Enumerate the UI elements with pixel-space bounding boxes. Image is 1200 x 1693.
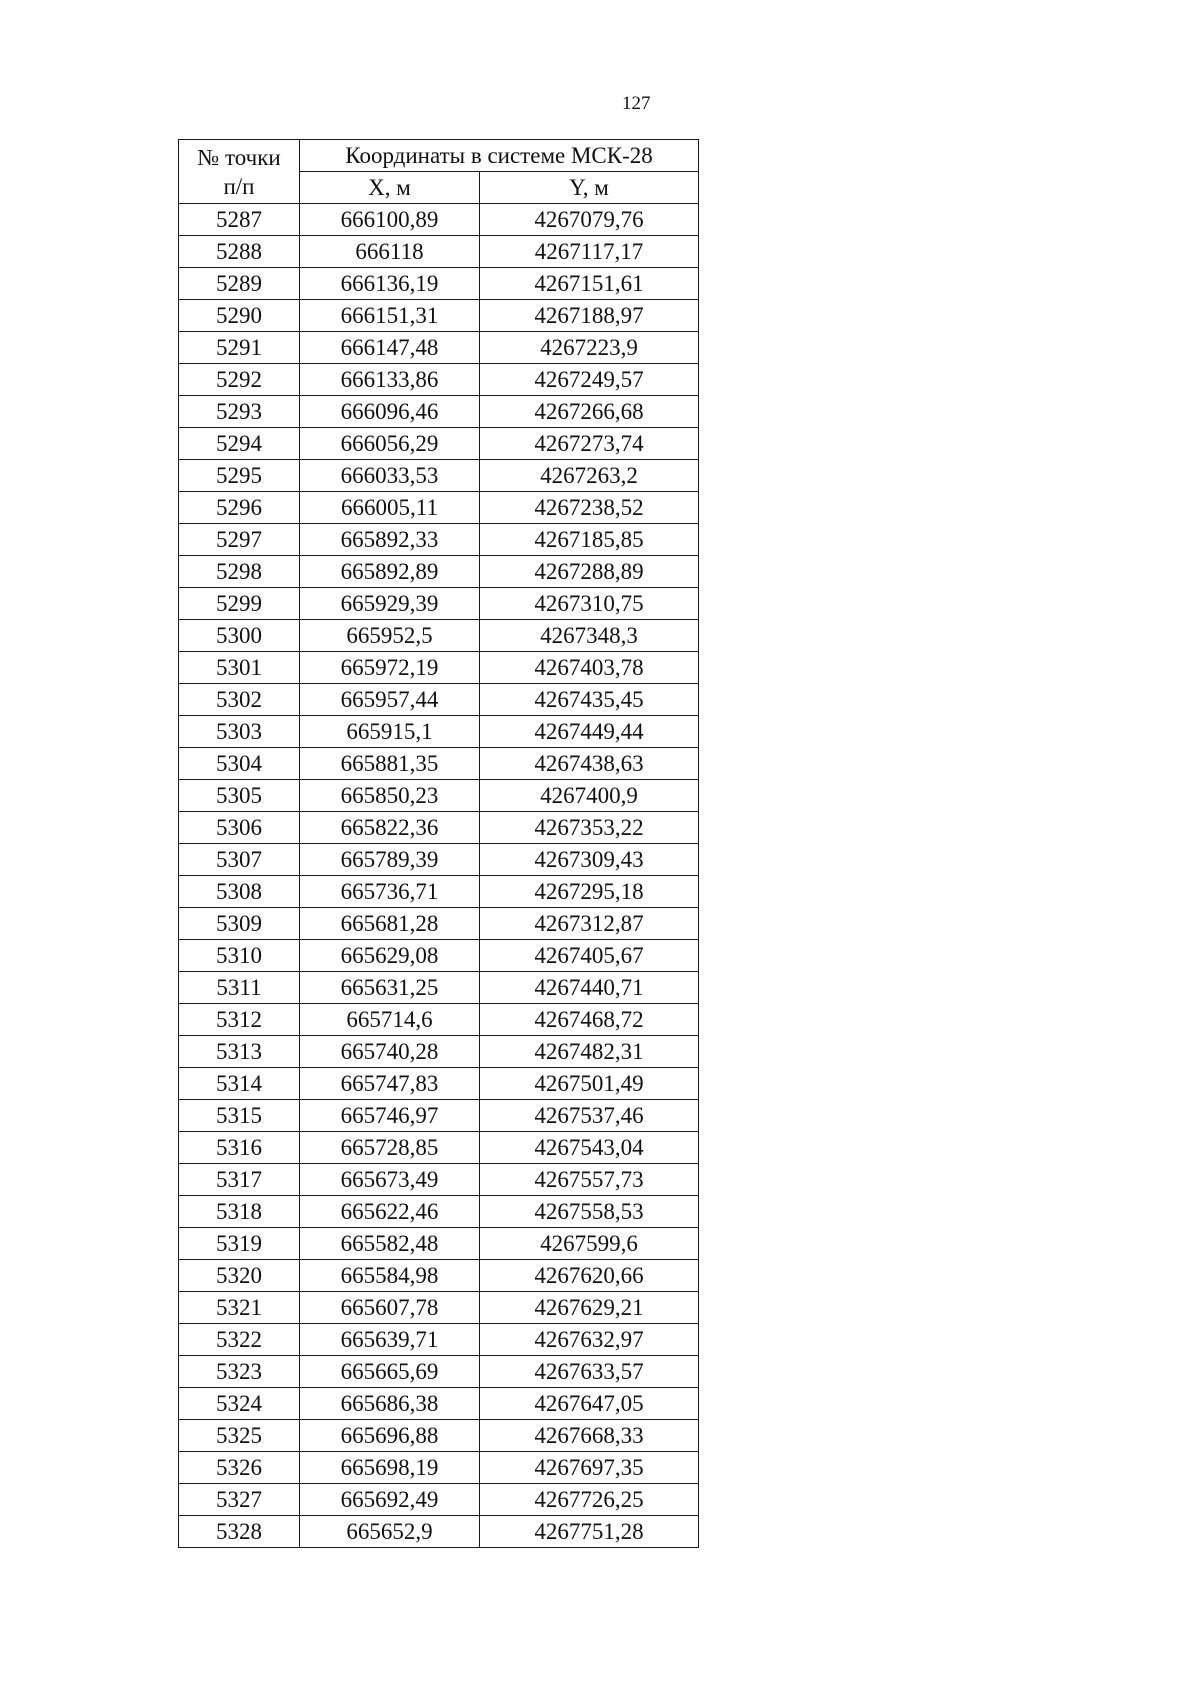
x-coordinate-cell: 665747,83 xyxy=(300,1068,480,1100)
point-number-cell: 5291 xyxy=(179,332,300,364)
table-row xyxy=(179,492,699,524)
point-number-cell: 5316 xyxy=(179,1132,300,1164)
x-coordinate-cell: 665957,44 xyxy=(300,684,480,716)
y-coordinate-cell: 4267482,31 xyxy=(480,1036,699,1068)
x-coordinate-cell: 665698,19 xyxy=(300,1452,480,1484)
y-coordinate-cell: 4267668,33 xyxy=(480,1420,699,1452)
y-coordinate-cell: 4267726,25 xyxy=(480,1484,699,1516)
x-coordinate-cell: 665952,5 xyxy=(300,620,480,652)
y-coordinate-cell: 4267295,18 xyxy=(480,876,699,908)
y-coordinate-cell: 4267223,9 xyxy=(480,332,699,364)
table-row xyxy=(179,876,699,908)
point-number-cell: 5305 xyxy=(179,780,300,812)
table-row xyxy=(179,748,699,780)
y-coordinate-cell: 4267405,67 xyxy=(480,940,699,972)
table-row xyxy=(179,332,699,364)
table-row xyxy=(179,844,699,876)
point-number-cell: 5323 xyxy=(179,1356,300,1388)
point-number-cell: 5325 xyxy=(179,1420,300,1452)
y-coordinate-cell: 4267629,21 xyxy=(480,1292,699,1324)
y-coordinate-cell: 4267647,05 xyxy=(480,1388,699,1420)
point-number-cell: 5288 xyxy=(179,236,300,268)
coordinates-table xyxy=(178,139,699,1548)
x-coordinate-cell: 665696,88 xyxy=(300,1420,480,1452)
point-number-cell: 5297 xyxy=(179,524,300,556)
x-coordinate-cell: 665692,49 xyxy=(300,1484,480,1516)
point-number-cell: 5313 xyxy=(179,1036,300,1068)
y-coordinate-cell: 4267501,49 xyxy=(480,1068,699,1100)
x-coordinate-cell: 666151,31 xyxy=(300,300,480,332)
x-coordinate-cell: 665584,98 xyxy=(300,1260,480,1292)
y-coordinate-cell: 4267310,75 xyxy=(480,588,699,620)
table-row xyxy=(179,364,699,396)
y-coordinate-cell: 4267288,89 xyxy=(480,556,699,588)
point-number-cell: 5295 xyxy=(179,460,300,492)
point-number-cell: 5319 xyxy=(179,1228,300,1260)
y-coordinate-cell: 4267438,63 xyxy=(480,748,699,780)
point-number-cell: 5293 xyxy=(179,396,300,428)
coord-system-header: Координаты в системе МСК-28 xyxy=(300,140,699,172)
point-number-cell: 5324 xyxy=(179,1388,300,1420)
x-coordinate-cell: 665881,35 xyxy=(300,748,480,780)
y-coordinate-cell: 4267188,97 xyxy=(480,300,699,332)
table-row xyxy=(179,1196,699,1228)
point-number-cell: 5289 xyxy=(179,268,300,300)
x-coordinate-cell: 666056,29 xyxy=(300,428,480,460)
x-coordinate-cell: 666147,48 xyxy=(300,332,480,364)
table-row xyxy=(179,1484,699,1516)
point-number-cell: 5322 xyxy=(179,1324,300,1356)
x-coordinate-cell: 665673,49 xyxy=(300,1164,480,1196)
x-coordinate-cell: 665789,39 xyxy=(300,844,480,876)
y-coordinate-cell: 4267751,28 xyxy=(480,1516,699,1548)
x-coordinate-cell: 665746,97 xyxy=(300,1100,480,1132)
point-number-header-line2: п/п xyxy=(223,173,255,199)
point-number-header xyxy=(179,140,300,204)
table-row xyxy=(179,1388,699,1420)
x-coordinate-cell: 665686,38 xyxy=(300,1388,480,1420)
point-number-cell: 5287 xyxy=(179,204,300,236)
point-number-cell: 5317 xyxy=(179,1164,300,1196)
point-number-cell: 5314 xyxy=(179,1068,300,1100)
point-number-cell: 5302 xyxy=(179,684,300,716)
x-coordinate-cell: 665607,78 xyxy=(300,1292,480,1324)
x-coordinate-cell: 666118 xyxy=(300,236,480,268)
x-coordinate-cell: 665681,28 xyxy=(300,908,480,940)
table-row xyxy=(179,460,699,492)
y-coordinate-cell: 4267312,87 xyxy=(480,908,699,940)
table-row xyxy=(179,236,699,268)
x-coordinate-cell: 665915,1 xyxy=(300,716,480,748)
table-row xyxy=(179,812,699,844)
y-coordinate-cell: 4267468,72 xyxy=(480,1004,699,1036)
x-coordinate-cell: 665929,39 xyxy=(300,588,480,620)
x-coordinate-cell: 666005,11 xyxy=(300,492,480,524)
table-row xyxy=(179,620,699,652)
x-coordinate-cell: 665665,69 xyxy=(300,1356,480,1388)
table-row xyxy=(179,780,699,812)
y-coordinate-cell: 4267185,85 xyxy=(480,524,699,556)
point-number-cell: 5320 xyxy=(179,1260,300,1292)
point-number-cell: 5311 xyxy=(179,972,300,1004)
x-coordinate-cell: 665728,85 xyxy=(300,1132,480,1164)
table-row xyxy=(179,940,699,972)
y-coordinate-cell: 4267263,2 xyxy=(480,460,699,492)
y-coordinate-cell: 4267599,6 xyxy=(480,1228,699,1260)
y-coordinate-cell: 4267117,17 xyxy=(480,236,699,268)
x-coordinate-cell: 665629,08 xyxy=(300,940,480,972)
x-coordinate-cell: 665631,25 xyxy=(300,972,480,1004)
point-number-cell: 5315 xyxy=(179,1100,300,1132)
y-coordinate-cell: 4267449,44 xyxy=(480,716,699,748)
table-row xyxy=(179,556,699,588)
point-number-cell: 5290 xyxy=(179,300,300,332)
table-row xyxy=(179,1132,699,1164)
point-number-cell: 5292 xyxy=(179,364,300,396)
x-column-header: X, м xyxy=(300,172,480,204)
table-row xyxy=(179,1452,699,1484)
point-number-cell: 5299 xyxy=(179,588,300,620)
table-row xyxy=(179,1420,699,1452)
y-coordinate-cell: 4267537,46 xyxy=(480,1100,699,1132)
x-coordinate-cell: 666136,19 xyxy=(300,268,480,300)
x-coordinate-cell: 666100,89 xyxy=(300,204,480,236)
point-number-header-line1: № точки xyxy=(197,144,281,170)
point-number-cell: 5298 xyxy=(179,556,300,588)
point-number-cell: 5301 xyxy=(179,652,300,684)
point-number-cell: 5300 xyxy=(179,620,300,652)
table-row xyxy=(179,1036,699,1068)
x-coordinate-cell: 665822,36 xyxy=(300,812,480,844)
table-row xyxy=(179,1164,699,1196)
point-number-cell: 5312 xyxy=(179,1004,300,1036)
x-coordinate-cell: 665652,9 xyxy=(300,1516,480,1548)
point-number-cell: 5321 xyxy=(179,1292,300,1324)
x-coordinate-cell: 666096,46 xyxy=(300,396,480,428)
y-coordinate-cell: 4267353,22 xyxy=(480,812,699,844)
table-row xyxy=(179,1068,699,1100)
x-coordinate-cell: 665622,46 xyxy=(300,1196,480,1228)
y-coordinate-cell: 4267348,3 xyxy=(480,620,699,652)
point-number-cell: 5308 xyxy=(179,876,300,908)
y-column-header: Y, м xyxy=(480,172,699,204)
table-row xyxy=(179,1004,699,1036)
table-row xyxy=(179,428,699,460)
table-row xyxy=(179,1292,699,1324)
table-row xyxy=(179,908,699,940)
y-coordinate-cell: 4267633,57 xyxy=(480,1356,699,1388)
y-coordinate-cell: 4267435,45 xyxy=(480,684,699,716)
table-row xyxy=(179,524,699,556)
table-row xyxy=(179,1356,699,1388)
page-number: 127 xyxy=(622,93,651,114)
table-row xyxy=(179,1100,699,1132)
y-coordinate-cell: 4267632,97 xyxy=(480,1324,699,1356)
y-coordinate-cell: 4267440,71 xyxy=(480,972,699,1004)
point-number-cell: 5328 xyxy=(179,1516,300,1548)
point-number-cell: 5304 xyxy=(179,748,300,780)
table-row xyxy=(179,972,699,1004)
y-coordinate-cell: 4267400,9 xyxy=(480,780,699,812)
table-row xyxy=(179,588,699,620)
point-number-cell: 5309 xyxy=(179,908,300,940)
y-coordinate-cell: 4267543,04 xyxy=(480,1132,699,1164)
x-coordinate-cell: 665892,33 xyxy=(300,524,480,556)
x-coordinate-cell: 665892,89 xyxy=(300,556,480,588)
point-number-cell: 5303 xyxy=(179,716,300,748)
table-row xyxy=(179,1228,699,1260)
y-coordinate-cell: 4267238,52 xyxy=(480,492,699,524)
y-coordinate-cell: 4267273,74 xyxy=(480,428,699,460)
table-row xyxy=(179,204,699,236)
point-number-cell: 5318 xyxy=(179,1196,300,1228)
table-row xyxy=(179,300,699,332)
y-coordinate-cell: 4267620,66 xyxy=(480,1260,699,1292)
table-row xyxy=(179,1516,699,1548)
header-row-1 xyxy=(179,140,699,172)
point-number-cell: 5327 xyxy=(179,1484,300,1516)
point-number-cell: 5326 xyxy=(179,1452,300,1484)
table-row xyxy=(179,1260,699,1292)
table-row xyxy=(179,716,699,748)
y-coordinate-cell: 4267697,35 xyxy=(480,1452,699,1484)
table-row xyxy=(179,268,699,300)
y-coordinate-cell: 4267151,61 xyxy=(480,268,699,300)
y-coordinate-cell: 4267557,73 xyxy=(480,1164,699,1196)
point-number-cell: 5294 xyxy=(179,428,300,460)
y-coordinate-cell: 4267558,53 xyxy=(480,1196,699,1228)
x-coordinate-cell: 666133,86 xyxy=(300,364,480,396)
x-coordinate-cell: 665850,23 xyxy=(300,780,480,812)
table-row xyxy=(179,396,699,428)
table-header xyxy=(179,140,699,204)
y-coordinate-cell: 4267403,78 xyxy=(480,652,699,684)
table-row xyxy=(179,652,699,684)
x-coordinate-cell: 665639,71 xyxy=(300,1324,480,1356)
point-number-cell: 5296 xyxy=(179,492,300,524)
y-coordinate-cell: 4267266,68 xyxy=(480,396,699,428)
y-coordinate-cell: 4267079,76 xyxy=(480,204,699,236)
point-number-cell: 5307 xyxy=(179,844,300,876)
x-coordinate-cell: 665740,28 xyxy=(300,1036,480,1068)
y-coordinate-cell: 4267249,57 xyxy=(480,364,699,396)
y-coordinate-cell: 4267309,43 xyxy=(480,844,699,876)
point-number-cell: 5310 xyxy=(179,940,300,972)
table-body xyxy=(179,204,699,1548)
point-number-cell: 5306 xyxy=(179,812,300,844)
x-coordinate-cell: 665714,6 xyxy=(300,1004,480,1036)
x-coordinate-cell: 665582,48 xyxy=(300,1228,480,1260)
x-coordinate-cell: 666033,53 xyxy=(300,460,480,492)
x-coordinate-cell: 665736,71 xyxy=(300,876,480,908)
table-row xyxy=(179,684,699,716)
table-row xyxy=(179,1324,699,1356)
x-coordinate-cell: 665972,19 xyxy=(300,652,480,684)
